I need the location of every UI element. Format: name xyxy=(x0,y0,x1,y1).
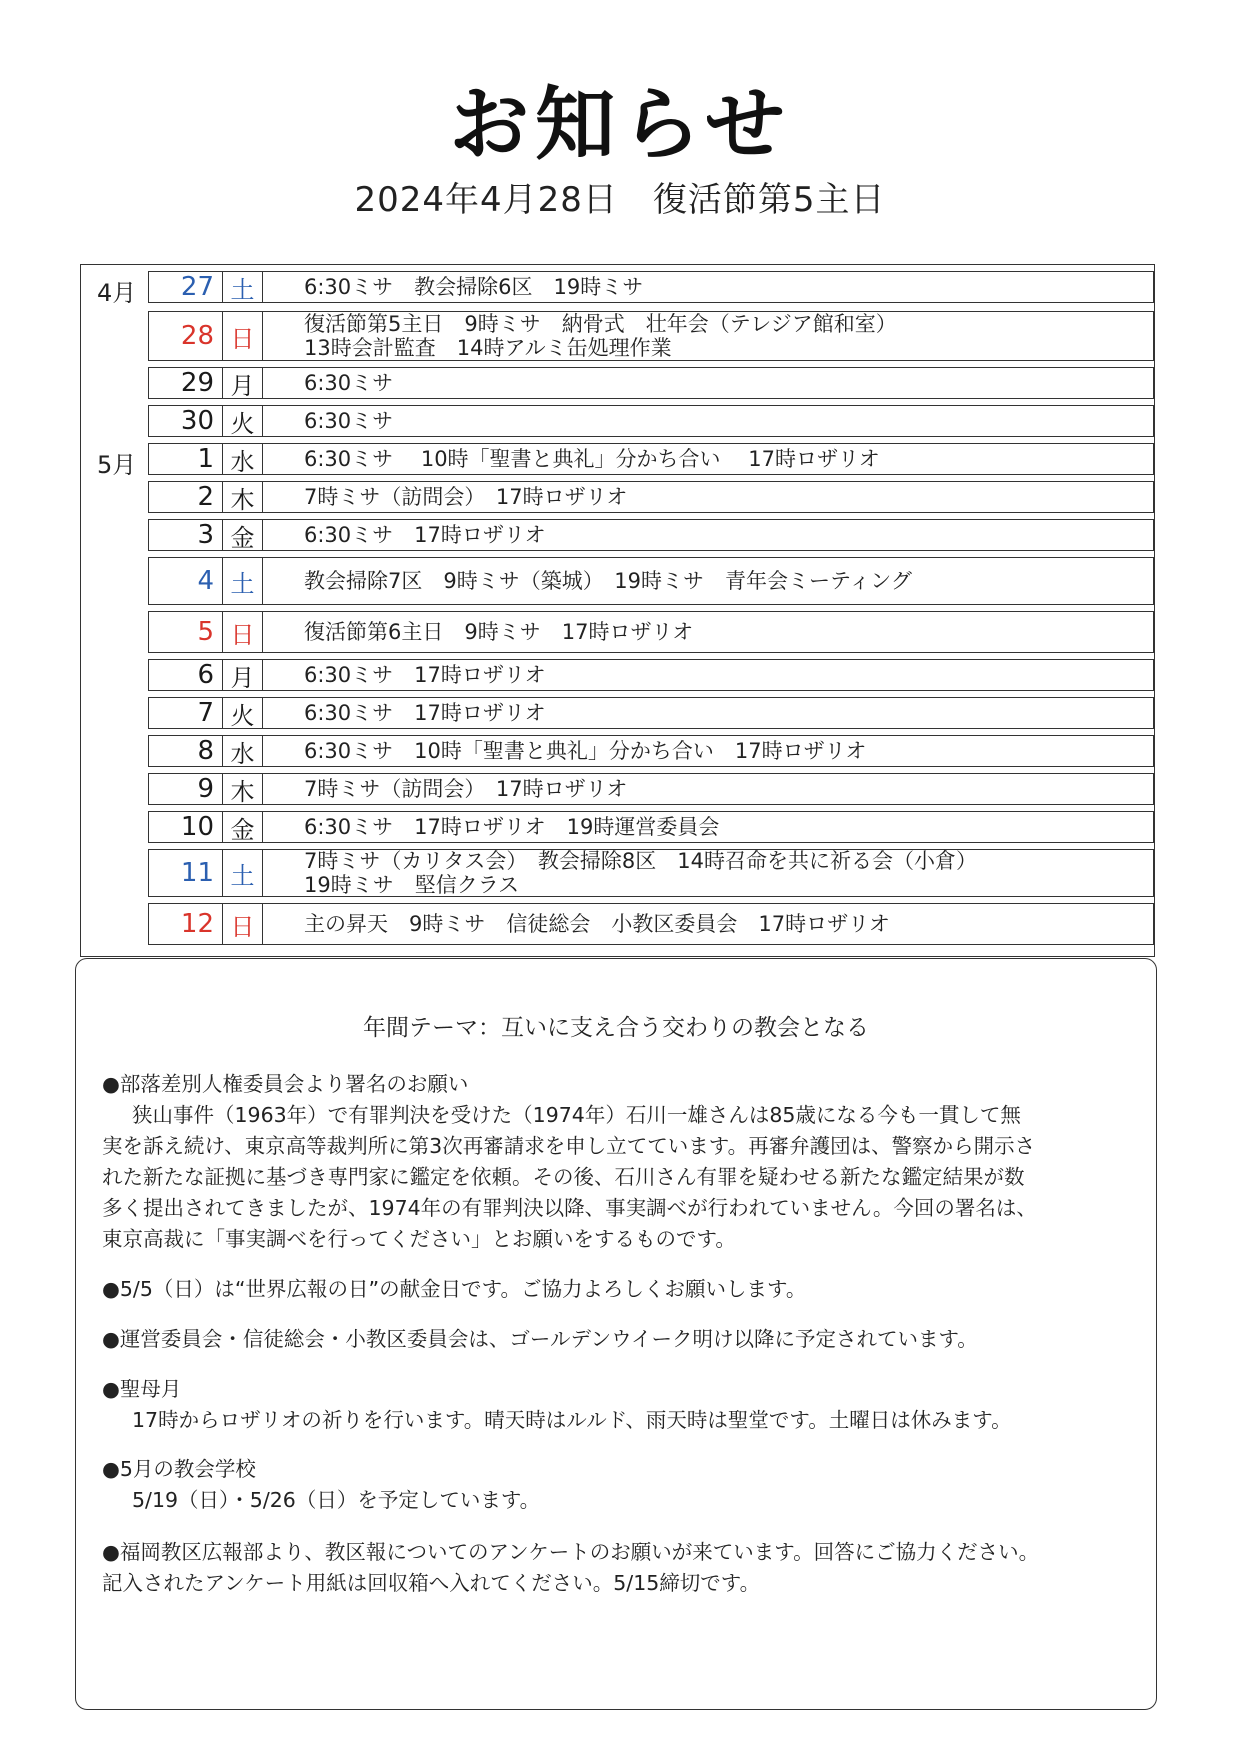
schedule-date: 7 xyxy=(149,698,223,728)
schedule-events xyxy=(304,698,1143,728)
notice-communications-day xyxy=(102,1274,1142,1305)
schedule-date: 10 xyxy=(149,812,223,842)
schedule-events xyxy=(304,612,1143,652)
schedule-event-line: 6:30ミサ 17時ロザリオ xyxy=(304,663,546,687)
schedule-row xyxy=(148,481,1154,513)
schedule-weekday: 水 xyxy=(223,444,263,474)
schedule-event-line: 7時ミサ（訪問会） 17時ロザリオ xyxy=(304,777,628,801)
schedule-event-line: 主の昇天 9時ミサ 信徒総会 小教区委員会 17時ロザリオ xyxy=(304,912,890,936)
month-label-april: 4月 xyxy=(97,279,137,307)
notice-church-school xyxy=(102,1454,1142,1516)
schedule-event-line: 7時ミサ（カリタス会） 教会掃除8区 14時召命を共に祈る会（小倉） xyxy=(304,849,977,873)
schedule-events xyxy=(304,444,1143,474)
schedule-events xyxy=(304,736,1143,766)
notice-body-line: 17時からロザリオの祈りを行います。晴天時はルルド、雨天時は聖堂です。土曜日は休みます。 xyxy=(132,1408,1012,1432)
schedule-date: 4 xyxy=(149,558,223,604)
schedule-events xyxy=(304,812,1143,842)
schedule-row xyxy=(148,611,1154,653)
schedule-row xyxy=(148,271,1154,303)
notice-heading: ●運営委員会・信徒総会・小教区委員会は、ゴールデンウイーク明け以降に予定されています。 xyxy=(102,1327,978,1351)
schedule-row xyxy=(148,659,1154,691)
notice-body-line: 多く提出されてきましたが、1974年の有罪判決以降、事実調べが行われていません。今回の署名は、 xyxy=(102,1196,1037,1220)
schedule-weekday: 土 xyxy=(223,850,263,896)
page-title: お知らせ xyxy=(449,78,791,171)
schedule-row xyxy=(148,697,1154,729)
annual-theme: 年間テーマ：互いに支え合う交わりの教会となる xyxy=(363,1015,869,1041)
schedule-date: 2 xyxy=(149,482,223,512)
schedule-event-line: 6:30ミサ xyxy=(304,371,394,395)
schedule-weekday: 月 xyxy=(223,660,263,690)
notice-meetings xyxy=(102,1324,1142,1355)
schedule-date: 28 xyxy=(149,312,223,360)
schedule-events xyxy=(304,850,1143,896)
schedule-weekday: 日 xyxy=(223,312,263,360)
schedule-events xyxy=(304,312,1143,360)
schedule-weekday: 木 xyxy=(223,774,263,804)
schedule-events xyxy=(304,774,1143,804)
schedule-weekday: 金 xyxy=(223,812,263,842)
schedule-table xyxy=(80,264,1155,957)
notice-heading: ●5/5（日）は“世界広報の日”の献金日です。ご協力よろしくお願いします。 xyxy=(102,1277,807,1301)
schedule-event-line: 6:30ミサ xyxy=(304,409,394,433)
schedule-event-line: 復活節第6主日 9時ミサ 17時ロザリオ xyxy=(304,620,694,644)
notice-heading: ●部落差別人権委員会より署名のお願い xyxy=(102,1072,469,1096)
schedule-row xyxy=(148,557,1154,605)
schedule-date: 29 xyxy=(149,368,223,398)
schedule-row xyxy=(148,811,1154,843)
notice-survey xyxy=(102,1537,1142,1599)
schedule-row xyxy=(148,443,1154,475)
notice-body-line: 実を訴え続け、東京高等裁判所に第3次再審請求を申し立てています。再審弁護団は、警察から開示さ xyxy=(102,1134,1036,1158)
notice-heading: ●福岡教区広報部より、教区報についてのアンケートのお願いが来ています。回答にご協力ください。 xyxy=(102,1540,1040,1564)
schedule-weekday: 金 xyxy=(223,520,263,550)
schedule-events xyxy=(304,558,1143,604)
schedule-events xyxy=(304,368,1143,398)
schedule-event-line: 復活節第5主日 9時ミサ 納骨式 壮年会（テレジア館和室） xyxy=(304,312,897,336)
schedule-date: 8 xyxy=(149,736,223,766)
schedule-weekday: 日 xyxy=(223,612,263,652)
schedule-event-line: 6:30ミサ 17時ロザリオ xyxy=(304,701,546,725)
schedule-row xyxy=(148,849,1154,897)
schedule-date: 9 xyxy=(149,774,223,804)
schedule-weekday: 日 xyxy=(223,904,263,944)
schedule-row xyxy=(148,773,1154,805)
schedule-date: 27 xyxy=(149,272,223,302)
notice-heading: ●聖母月 xyxy=(102,1377,182,1401)
notice-body-line: れた新たな証拠に基づき専門家に鑑定を依頼。その後、石川さん有罪を疑わせる新たな鑑定結果が数 xyxy=(102,1165,1025,1189)
notice-body-line: 記入されたアンケート用紙は回収箱へ入れてください。5/15締切です。 xyxy=(102,1571,761,1595)
schedule-events xyxy=(304,660,1143,690)
schedule-weekday: 火 xyxy=(223,406,263,436)
schedule-events xyxy=(304,904,1143,944)
schedule-date: 5 xyxy=(149,612,223,652)
schedule-date: 11 xyxy=(149,850,223,896)
schedule-events xyxy=(304,482,1143,512)
schedule-event-line: 19時ミサ 堅信クラス xyxy=(304,873,520,897)
schedule-event-line: 教会掃除7区 9時ミサ（築城） 19時ミサ 青年会ミーティング xyxy=(304,569,912,593)
schedule-event-line: 13時会計監査 14時アルミ缶処理作業 xyxy=(304,336,672,360)
month-label-may: 5月 xyxy=(97,451,137,479)
schedule-row xyxy=(148,735,1154,767)
info-box xyxy=(75,958,1157,1710)
schedule-events xyxy=(304,406,1143,436)
schedule-events xyxy=(304,520,1143,550)
schedule-date: 3 xyxy=(149,520,223,550)
schedule-weekday: 水 xyxy=(223,736,263,766)
schedule-weekday: 火 xyxy=(223,698,263,728)
notice-body-line: 5/19（日）・5/26（日）を予定しています。 xyxy=(132,1488,541,1512)
schedule-date: 30 xyxy=(149,406,223,436)
schedule-event-line: 7時ミサ（訪問会） 17時ロザリオ xyxy=(304,485,628,509)
schedule-weekday: 土 xyxy=(223,558,263,604)
schedule-weekday: 木 xyxy=(223,482,263,512)
schedule-weekday: 土 xyxy=(223,272,263,302)
notice-marian-month xyxy=(102,1374,1142,1436)
schedule-event-line: 6:30ミサ 10時「聖書と典礼」分かち合い 17時ロザリオ xyxy=(304,739,867,763)
schedule-event-line: 6:30ミサ 10時「聖書と典礼」分かち合い 17時ロザリオ xyxy=(304,447,880,471)
schedule-date: 12 xyxy=(149,904,223,944)
schedule-row xyxy=(148,311,1154,361)
notice-body-line: 狭山事件（1963年）で有罪判決を受けた（1974年）石川一雄さんは85歳になる今も一貫して無 xyxy=(132,1103,1021,1127)
schedule-event-line: 6:30ミサ 17時ロザリオ xyxy=(304,523,546,547)
schedule-weekday: 月 xyxy=(223,368,263,398)
schedule-row xyxy=(148,903,1154,945)
notice-body-line: 東京高裁に「事実調べを行ってください」とお願いをするものです。 xyxy=(102,1227,736,1251)
schedule-row xyxy=(148,405,1154,437)
schedule-row xyxy=(148,519,1154,551)
schedule-row xyxy=(148,367,1154,399)
schedule-date: 1 xyxy=(149,444,223,474)
schedule-event-line: 6:30ミサ 教会掃除6区 19時ミサ xyxy=(304,275,644,299)
notice-heading: ●5月の教会学校 xyxy=(102,1457,256,1481)
notice-petition xyxy=(102,1069,1142,1255)
schedule-date: 6 xyxy=(149,660,223,690)
page-subtitle: 2024年4月28日 復活節第5主日 xyxy=(354,180,886,220)
schedule-events xyxy=(304,272,1143,302)
schedule-event-line: 6:30ミサ 17時ロザリオ 19時運営委員会 xyxy=(304,815,720,839)
